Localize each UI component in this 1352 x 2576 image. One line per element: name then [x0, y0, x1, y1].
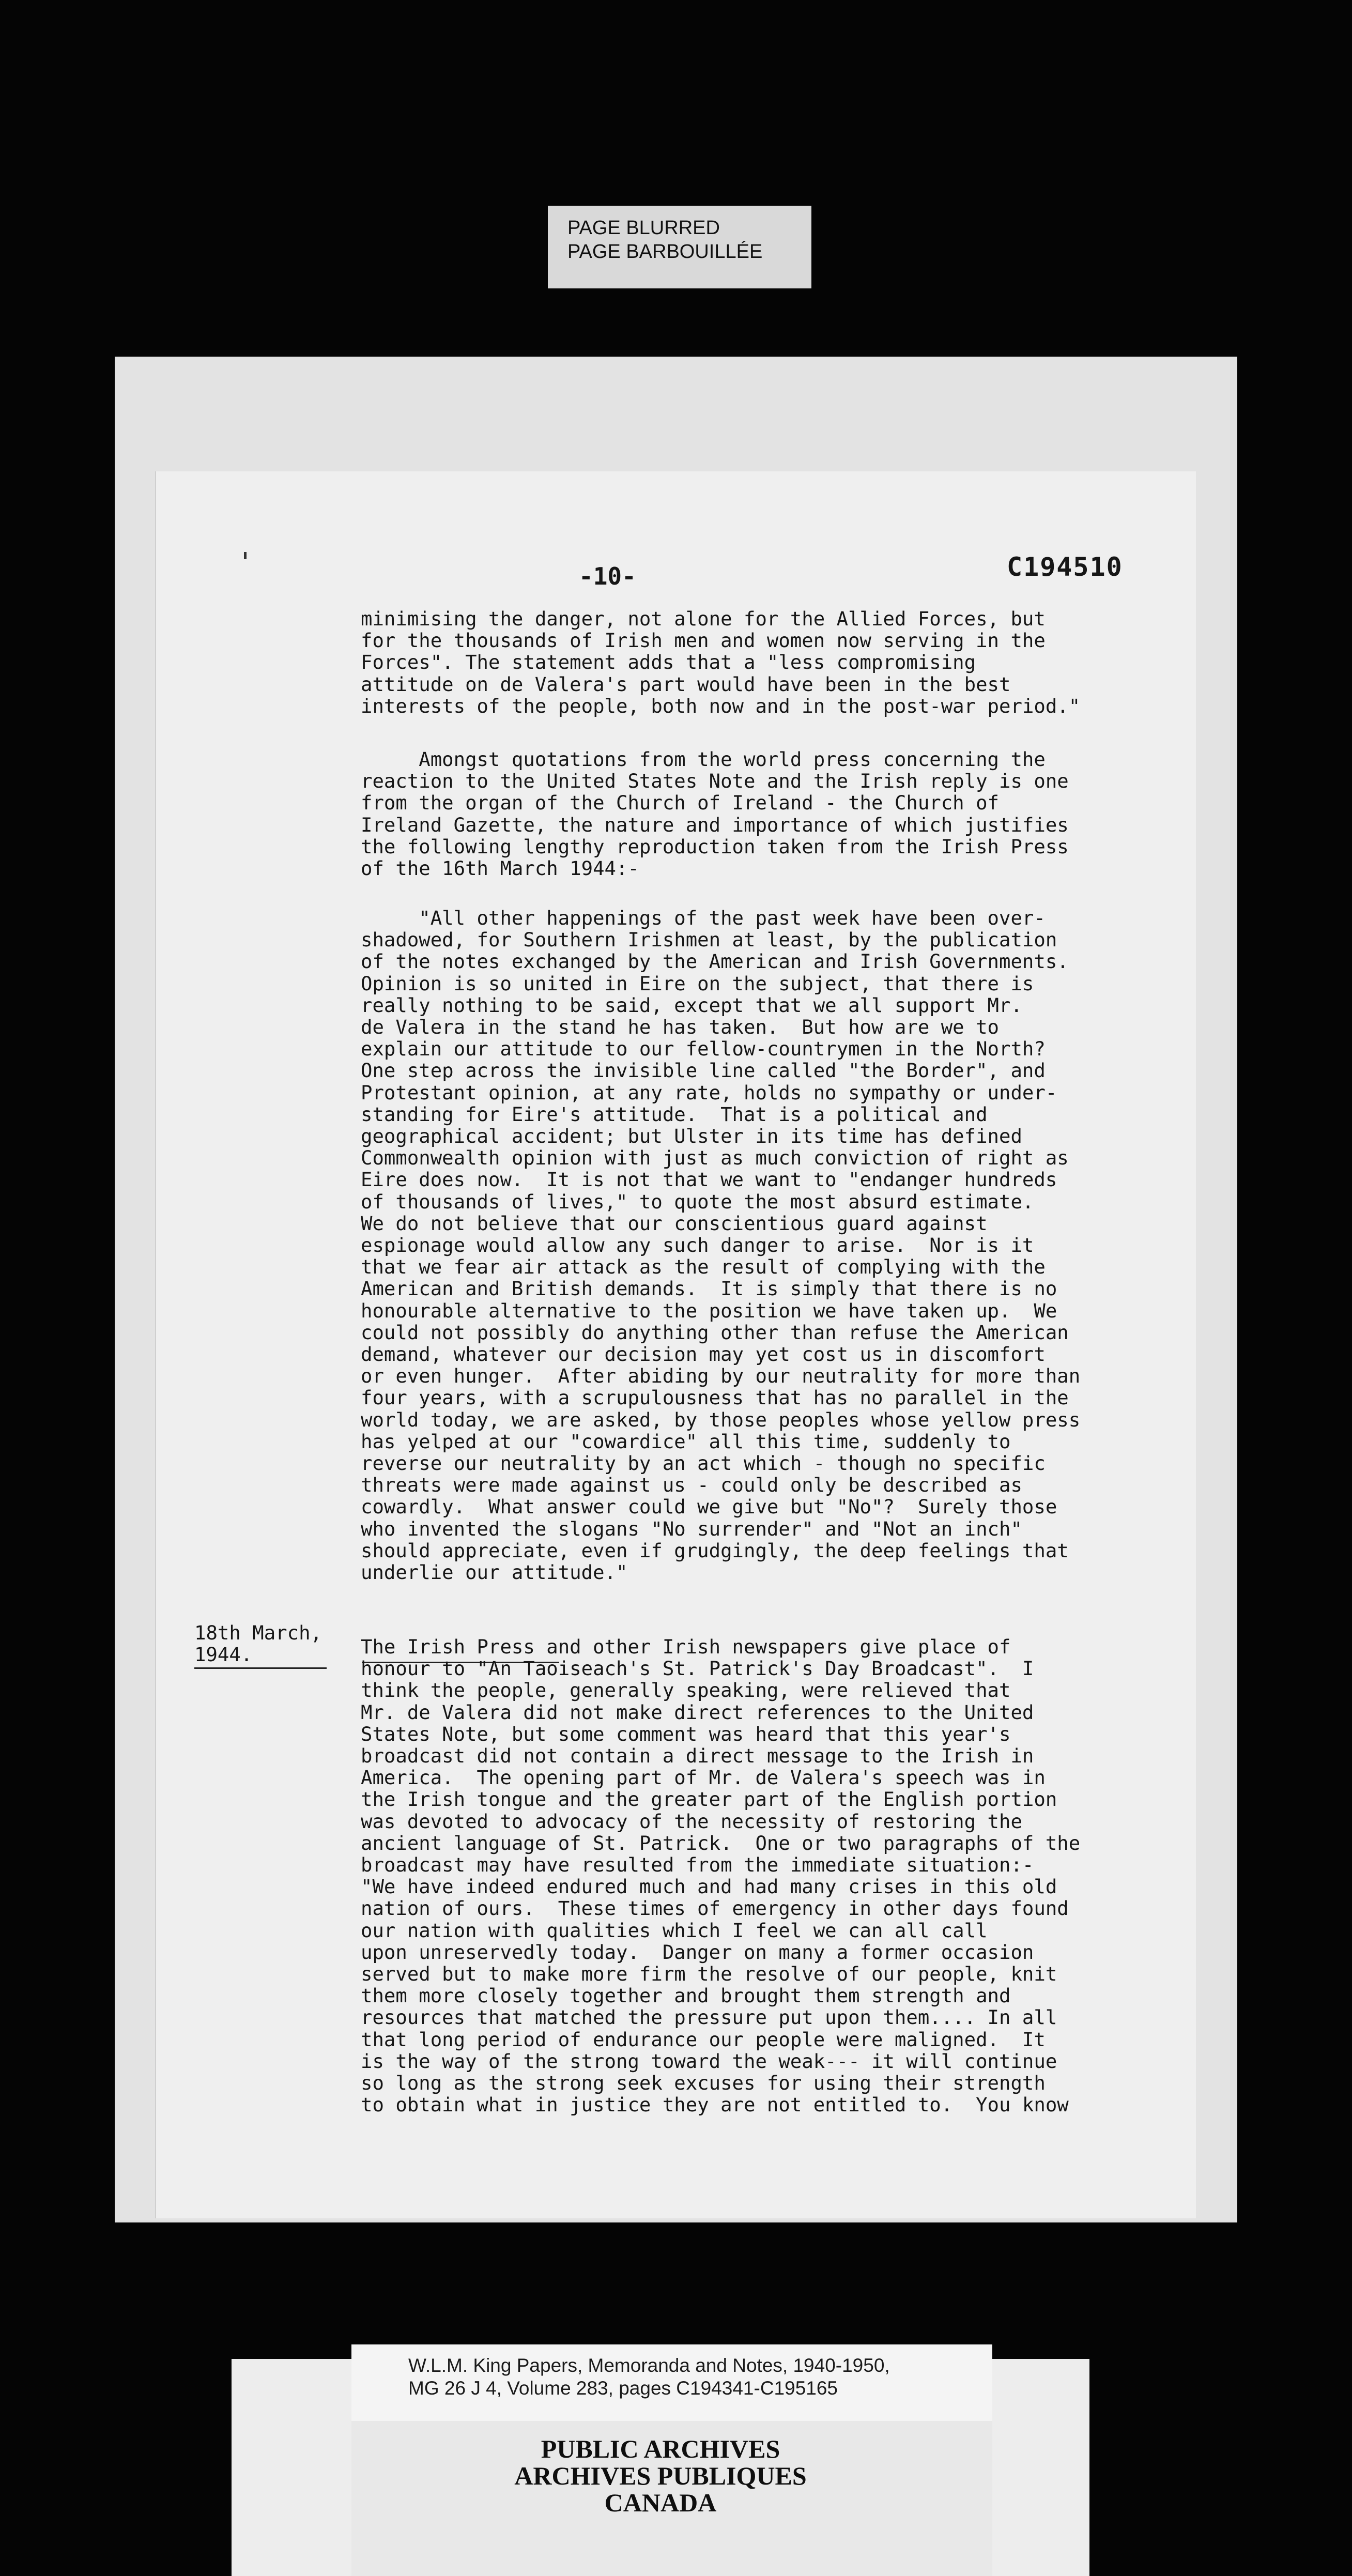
- archive-stamp-line2: ARCHIVES PUBLIQUES: [514, 2461, 807, 2490]
- paragraph-continuation: minimising the danger, not alone for the Allied Forces, but for the thousands of Irish men and women now serving in the Forces". The statement adds that a "less compromising attitude on de Valera's part would have been in the best interests of the people, both now and in the post-war period.": [361, 607, 1081, 717]
- public-archives-stamp: [232, 2435, 1089, 2516]
- margin-mark: [244, 552, 247, 559]
- page-number: -10-: [579, 562, 636, 590]
- archive-reference-line1: W.L.M. King Papers, Memoranda and Notes, 1940-1950,: [408, 2355, 890, 2376]
- page-blurred-label: [548, 206, 811, 288]
- archive-reference-line2: MG 26 J 4, Volume 283, pages C194341-C195165: [408, 2378, 838, 2399]
- page-blurred-label-line1: PAGE BLURRED: [567, 217, 720, 239]
- archive-stamp-line1: PUBLIC ARCHIVES: [541, 2434, 780, 2463]
- document-id: C194510: [1007, 552, 1123, 582]
- archive-reference-text: [408, 2354, 890, 2400]
- paragraph-st-patricks-broadcast: The Irish Press and other Irish newspapers give place of honour to "An Taoiseach's St. Patrick's Day Broadcast". I think the people, generally speaking, were relieved that Mr. de Valera did not make direct references to the United States Note, but some comment was heard that this year's broadcast did not contain a direct message to the Irish in America. The opening part of Mr. de Valera's speech was in the Irish tongue and the greater part of the English portion was devoted to advocacy of the necessity of restoring the ancient language of St. Patrick. One or two paragraphs of the broadcast may have resulted from the immediate situation:- "We have indeed endured much and had many crises in this old nation of ours. These times of emergency in other days found our nation with qualities which I feel we can all call upon unreservedly today. Danger on many a former occasion served but to make more firm the resolve of our people, knit them more closely together and brought them strength and resources that matched the pressure put upon them.... In all that long period of endurance our people were maligned. It is the way of the strong toward the weak--- it will continue so long as the strong seek excuses for using their strength to obtain what in justice they are not entitled to. You know: [361, 1635, 1081, 2117]
- margin-date-label: 18th March, 1944.: [194, 1621, 322, 1666]
- archive-stamp-line3: CANADA: [604, 2488, 717, 2517]
- gazette-quotation: "All other happenings of the past week have been over- shadowed, for Southern Irishmen at least, by the publication of the notes exchanged by the American and Irish Governments. Opinion is so united in Eire on the subject, that there is really nothing to be said, except that we all support Mr. de Valera in the stand he has taken. But how are we to explain our attitude to our fellow-countrymen in the North? One step across the invisible line called "the Border", and Protestant opinion, at any rate, holds no sympathy or under- standing for Eire's attitude. That is a political and geographical accident; but Ulster in its time has defined Commonwealth opinion with just as much conviction of right as Eire does now. It is not that we want to "endanger hundreds of thousands of lives," to quote the most absurd estimate. We do not believe that our conscientious guard against espionage would allow any such danger to arise. Nor is it that we fear air attack as the result of complying with the American and British demands. It is simply that there is no honourable alternative to the position we have taken up. We could not possibly do anything other than refuse the American demand, whatever our decision may yet cost us in discomfort or even hunger. After abiding by our neutrality for more than four years, with a scrupulousness that has no parallel in the world today, we are asked, by those peoples whose yellow press has yelped at our "cowardice" all this time, suddenly to reverse our neutrality by an act which - though no specific threats were made against us - could only be described as cowardly. What answer could we give but "No"? Surely those who invented the slogans "No surrender" and "Not an inch" should appreciate, even if grudgingly, the deep feelings that underlie our attitude.": [361, 907, 1081, 1584]
- date-underline: [194, 1667, 327, 1669]
- paragraph-quotations-intro: Amongst quotations from the world press concerning the reaction to the United States Note and the Irish reply is one from the organ of the Church of Ireland - the Church of Ireland Gazette, the nature and importance of which justifies the following lengthy reproduction taken from the Irish Press of the 16th March 1944:-: [361, 748, 1069, 880]
- page-blurred-label-line2: PAGE BARBOUILLÉE: [567, 241, 763, 263]
